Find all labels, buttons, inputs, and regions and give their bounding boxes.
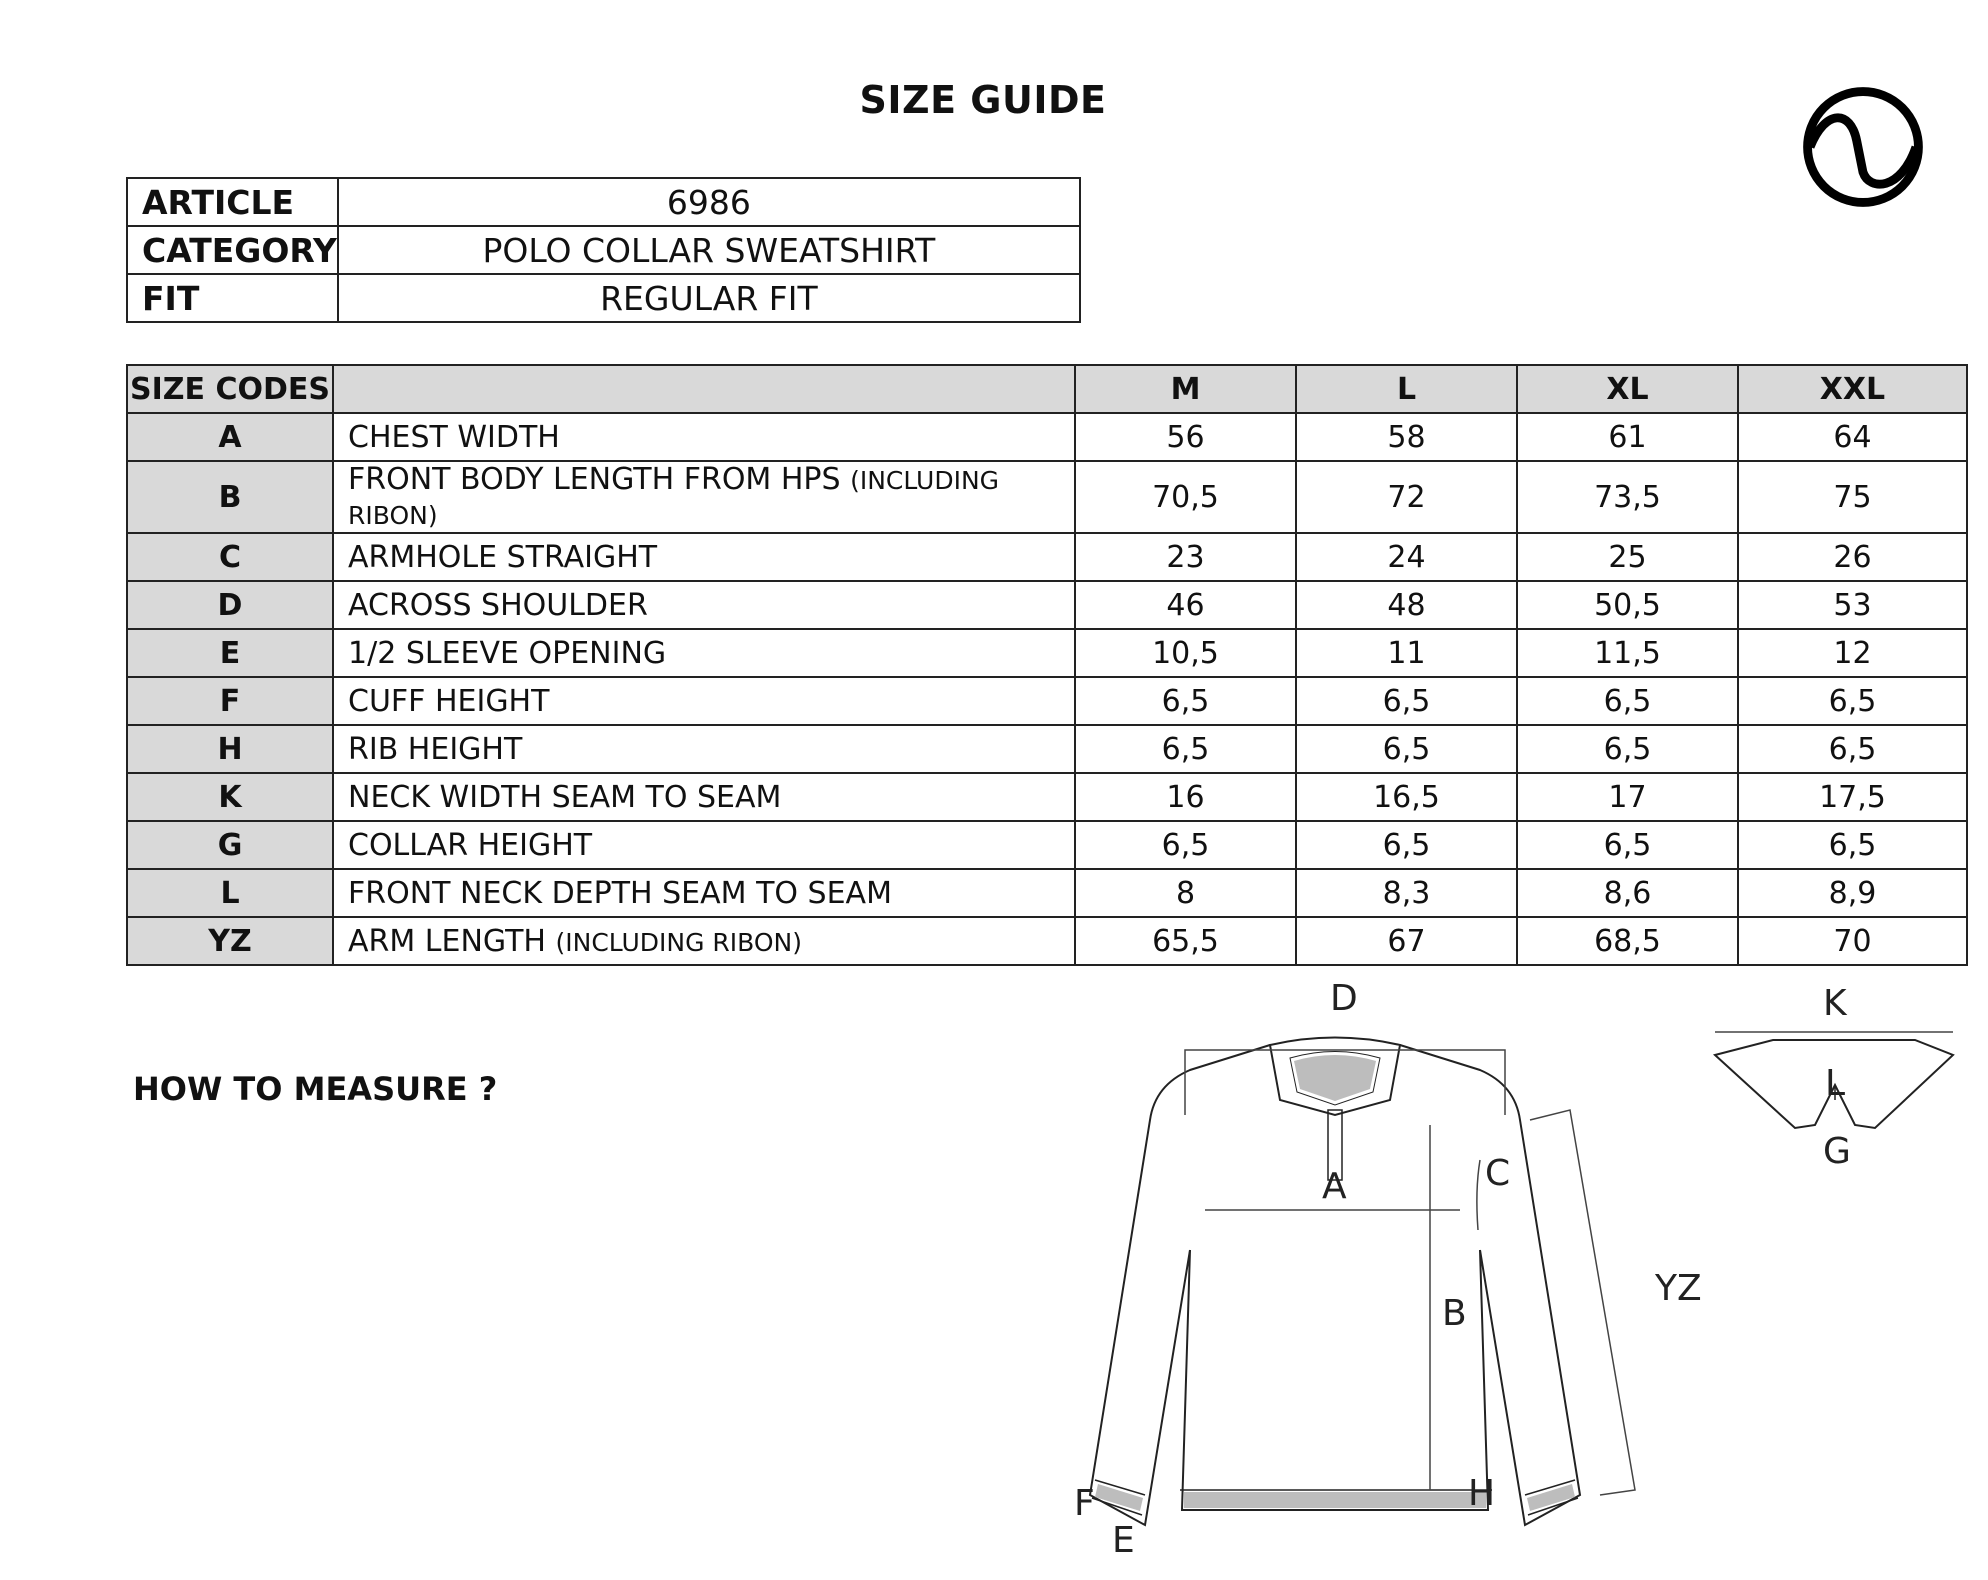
wave-logo-icon	[1800, 84, 1926, 210]
diagram-label-h: H	[1468, 1473, 1496, 1514]
size-header-l: L	[1296, 365, 1517, 413]
size-value-xxl: 12	[1738, 629, 1967, 677]
size-value-xl: 61	[1517, 413, 1738, 461]
fit-label: FIT	[127, 274, 338, 322]
size-value-xxl: 8,9	[1738, 869, 1967, 917]
table-row	[127, 677, 1967, 725]
table-row	[127, 629, 1967, 677]
size-value-l: 8,3	[1296, 869, 1517, 917]
size-value-xl: 6,5	[1517, 821, 1738, 869]
article-row	[127, 178, 1080, 226]
size-value-m: 46	[1075, 581, 1296, 629]
size-value-xxl: 64	[1738, 413, 1967, 461]
size-value-xl: 73,5	[1517, 461, 1738, 533]
size-value-xxl: 6,5	[1738, 821, 1967, 869]
measurement-description	[333, 533, 1075, 581]
size-value-l: 58	[1296, 413, 1517, 461]
diagram-label-a: A	[1322, 1166, 1347, 1207]
category-value: POLO COLLAR SWEATSHIRT	[338, 226, 1080, 274]
measurement-description	[333, 581, 1075, 629]
category-row	[127, 226, 1080, 274]
size-value-l: 67	[1296, 917, 1517, 965]
size-code: H	[127, 725, 333, 773]
measurement-label: COLLAR HEIGHT	[348, 827, 593, 863]
measurement-label: RIB HEIGHT	[348, 731, 523, 767]
size-code: B	[127, 461, 333, 533]
table-row	[127, 461, 1967, 533]
size-value-xxl: 26	[1738, 533, 1967, 581]
size-value-xl: 6,5	[1517, 725, 1738, 773]
size-value-l: 6,5	[1296, 677, 1517, 725]
size-chart-table	[126, 364, 1968, 966]
size-header-xxl: XXL	[1738, 365, 1967, 413]
measurement-description	[333, 461, 1075, 533]
measurement-description	[333, 917, 1075, 965]
size-code: L	[127, 869, 333, 917]
size-value-m: 56	[1075, 413, 1296, 461]
page-title: SIZE GUIDE	[859, 78, 1107, 122]
measurement-note: (INCLUDING RIBON)	[555, 927, 803, 957]
size-value-m: 8	[1075, 869, 1296, 917]
size-code: D	[127, 581, 333, 629]
size-value-xl: 8,6	[1517, 869, 1738, 917]
size-code: YZ	[127, 917, 333, 965]
size-value-l: 48	[1296, 581, 1517, 629]
measurement-note: (INCLUDING RIBON)	[348, 466, 1000, 530]
table-row	[127, 413, 1967, 461]
diagram-label-c: C	[1485, 1153, 1511, 1194]
size-header-xl: XL	[1517, 365, 1738, 413]
size-value-m: 6,5	[1075, 821, 1296, 869]
fit-value: REGULAR FIT	[338, 274, 1080, 322]
measurement-label: ARM LENGTH	[348, 923, 546, 959]
measurement-label: NECK WIDTH SEAM TO SEAM	[348, 779, 782, 815]
diagram-label-d: D	[1330, 978, 1358, 1019]
size-value-m: 6,5	[1075, 677, 1296, 725]
sweatshirt-front-icon	[1090, 1038, 1580, 1526]
diagram-label-k: K	[1823, 983, 1847, 1024]
table-row	[127, 869, 1967, 917]
measurement-label: ARMHOLE STRAIGHT	[348, 539, 658, 575]
measurement-description	[333, 677, 1075, 725]
measurement-label: CHEST WIDTH	[348, 419, 560, 455]
diagram-label-g: G	[1823, 1131, 1851, 1172]
measurement-label: FRONT BODY LENGTH FROM HPS	[348, 462, 841, 497]
table-row	[127, 725, 1967, 773]
size-value-xxl: 75	[1738, 461, 1967, 533]
size-codes-header: SIZE CODES	[127, 365, 333, 413]
size-value-xl: 25	[1517, 533, 1738, 581]
size-header-m: M	[1075, 365, 1296, 413]
table-row	[127, 533, 1967, 581]
size-value-xxl: 6,5	[1738, 677, 1967, 725]
size-code: A	[127, 413, 333, 461]
size-value-xl: 6,5	[1517, 677, 1738, 725]
diagram-label-b: B	[1442, 1293, 1467, 1334]
measurement-label: 1/2 SLEEVE OPENING	[348, 635, 667, 671]
size-value-m: 70,5	[1075, 461, 1296, 533]
sweatshirt-measurement-diagram	[1060, 950, 1960, 1580]
size-value-m: 65,5	[1075, 917, 1296, 965]
size-value-xxl: 6,5	[1738, 725, 1967, 773]
category-label: CATEGORY	[127, 226, 338, 274]
measurement-label: CUFF HEIGHT	[348, 683, 550, 719]
size-value-l: 16,5	[1296, 773, 1517, 821]
size-code: K	[127, 773, 333, 821]
article-value: 6986	[338, 178, 1080, 226]
diagram-label-f: F	[1074, 1483, 1095, 1524]
how-to-measure-heading: HOW TO MEASURE ?	[133, 1070, 498, 1108]
table-row	[127, 581, 1967, 629]
measurement-label: ACROSS SHOULDER	[348, 587, 648, 623]
diagram-label-l: L	[1825, 1063, 1846, 1104]
size-value-xxl: 53	[1738, 581, 1967, 629]
size-value-l: 11	[1296, 629, 1517, 677]
measurement-description	[333, 821, 1075, 869]
diagram-label-yz: YZ	[1655, 1268, 1702, 1309]
size-code: G	[127, 821, 333, 869]
measurement-description	[333, 725, 1075, 773]
measurement-header	[333, 365, 1075, 413]
size-value-l: 72	[1296, 461, 1517, 533]
measurement-description	[333, 869, 1075, 917]
size-value-xl: 68,5	[1517, 917, 1738, 965]
size-value-xl: 17	[1517, 773, 1738, 821]
measurement-label: FRONT NECK DEPTH SEAM TO SEAM	[348, 875, 892, 911]
diagram-label-e: E	[1112, 1520, 1135, 1561]
size-code: C	[127, 533, 333, 581]
size-value-xxl: 17,5	[1738, 773, 1967, 821]
table-row	[127, 773, 1967, 821]
size-value-xl: 50,5	[1517, 581, 1738, 629]
fit-row	[127, 274, 1080, 322]
size-value-xxl: 70	[1738, 917, 1967, 965]
size-value-l: 24	[1296, 533, 1517, 581]
size-code: F	[127, 677, 333, 725]
table-row	[127, 821, 1967, 869]
size-value-m: 6,5	[1075, 725, 1296, 773]
measurement-description	[333, 773, 1075, 821]
measurement-description	[333, 413, 1075, 461]
size-value-m: 10,5	[1075, 629, 1296, 677]
article-info-table	[126, 177, 1081, 323]
size-value-l: 6,5	[1296, 725, 1517, 773]
size-value-m: 16	[1075, 773, 1296, 821]
size-code: E	[127, 629, 333, 677]
size-value-m: 23	[1075, 533, 1296, 581]
size-value-l: 6,5	[1296, 821, 1517, 869]
article-label: ARTICLE	[127, 178, 338, 226]
measurement-description	[333, 629, 1075, 677]
size-value-xl: 11,5	[1517, 629, 1738, 677]
size-header-row	[127, 365, 1967, 413]
